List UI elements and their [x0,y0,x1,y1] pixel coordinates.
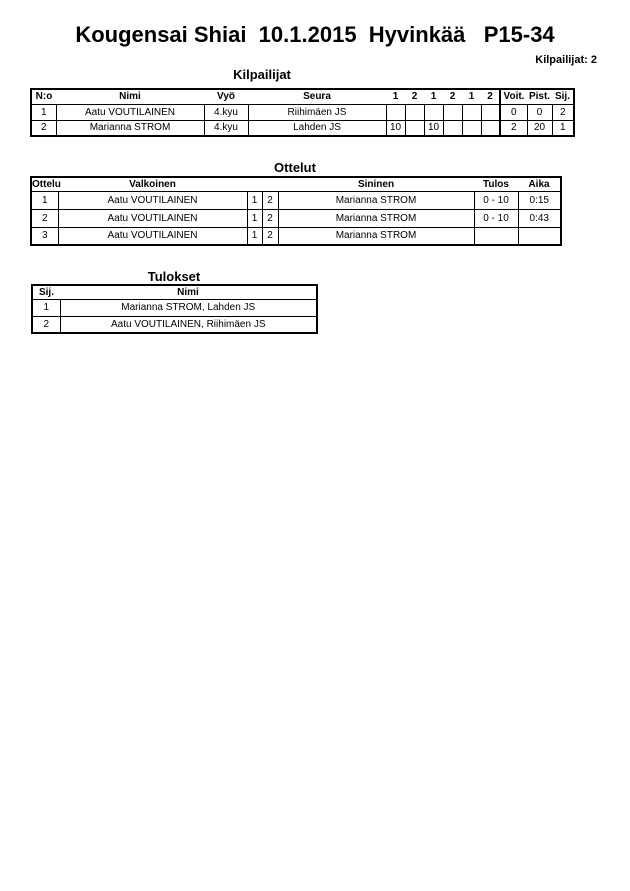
column-header-ottelu: Ottelu [32,178,61,190]
cell-no: 1 [31,104,56,120]
cell-score6 [481,120,500,136]
cell-blue-no: 2 [262,227,278,245]
cell-score3: 10 [424,120,443,136]
cell-blue-name: Marianna STROM [278,227,474,245]
cell-vyo: 4.kyu [204,104,248,120]
column-header-nimi: Nimi [56,89,204,104]
column-header-seura: Seura [248,89,386,104]
result-row [32,299,317,316]
cell-score4 [443,120,462,136]
column-header-score6: 2 [481,89,500,104]
cell-result [474,227,518,245]
cell-place: 1 [32,299,60,316]
cell-score1 [386,104,405,120]
cell-pist: 20 [527,120,552,136]
cell-blue-name: Marianna STROM [278,209,474,227]
cell-white-no: 1 [247,227,262,245]
column-header-vyo: Vyö [204,89,248,104]
ottelut-section-title: Ottelut [274,160,316,175]
cell-name: Marianna STROM, Lahden JS [60,299,317,316]
column-header-sij: Sij. [552,89,574,104]
cell-time: 0:15 [518,191,561,209]
column-header-voit: Voit. [500,89,527,104]
cell-place: 2 [32,316,60,333]
cell-result: 0 - 10 [474,209,518,227]
cell-match-no: 2 [31,209,58,227]
column-header-nimi: Nimi [60,285,317,299]
cell-sij: 1 [552,120,574,136]
cell-time [518,227,561,245]
competitor-row [31,104,574,120]
column-header-valkoinen: Valkoinen [58,177,247,191]
results-table [31,284,318,334]
cell-white-name: Aatu VOUTILAINEN [58,209,247,227]
cell-white-name: Aatu VOUTILAINEN [58,191,247,209]
matches-header-row [31,177,561,191]
cell-sij: 2 [552,104,574,120]
cell-match-no: 3 [31,227,58,245]
page-title: Kougensai Shiai 10.1.2015 Hyvinkää P15-34 [75,22,555,47]
result-row [32,316,317,333]
cell-blue-no: 2 [262,209,278,227]
column-header-tulos: Tulos [474,177,518,191]
cell-score5 [462,120,481,136]
matches-table [30,176,562,246]
cell-score5 [462,104,481,120]
cell-score2 [405,120,424,136]
match-row [31,209,561,227]
cell-pist: 0 [527,104,552,120]
cell-time: 0:43 [518,209,561,227]
column-header-aika: Aika [518,177,561,191]
cell-seura: Riihimäen JS [248,104,386,120]
column-header-score2: 2 [405,89,424,104]
column-header-score3: 1 [424,89,443,104]
match-row [31,227,561,245]
competitor-count: Kilpailijat: 2 [535,54,597,66]
cell-vyo: 4.kyu [204,120,248,136]
column-header-score1: 1 [386,89,405,104]
cell-score6 [481,104,500,120]
cell-score3 [424,104,443,120]
cell-white-name: Aatu VOUTILAINEN [58,227,247,245]
cell-score4 [443,104,462,120]
column-header-spacer1 [247,177,262,191]
cell-blue-name: Marianna STROM [278,191,474,209]
competitors-header-row [31,89,574,104]
cell-white-no: 1 [247,191,262,209]
column-header-sininen: Sininen [278,177,474,191]
kilpailijat-section-title: Kilpailijat [233,67,291,82]
cell-nimi: Aatu VOUTILAINEN [56,104,204,120]
cell-no: 2 [31,120,56,136]
cell-result: 0 - 10 [474,191,518,209]
tulokset-section-title: Tulokset [147,269,201,284]
column-header-pist: Pist. [527,89,552,104]
match-row [31,191,561,209]
cell-name: Aatu VOUTILAINEN, Riihimäen JS [60,316,317,333]
cell-blue-no: 2 [262,191,278,209]
cell-voit: 2 [500,120,527,136]
column-header-sij: Sij. [32,285,60,299]
cell-nimi: Marianna STROM [56,120,204,136]
column-header-no: N:o [31,89,56,104]
cell-voit: 0 [500,104,527,120]
cell-seura: Lahden JS [248,120,386,136]
cell-score2 [405,104,424,120]
column-header-spacer2 [262,177,278,191]
cell-match-no: 1 [31,191,58,209]
column-header-score4: 2 [443,89,462,104]
competitor-row [31,120,574,136]
column-header-score5: 1 [462,89,481,104]
competitors-table [30,88,575,137]
cell-score1: 10 [386,120,405,136]
results-header-row [32,285,317,299]
cell-white-no: 1 [247,209,262,227]
